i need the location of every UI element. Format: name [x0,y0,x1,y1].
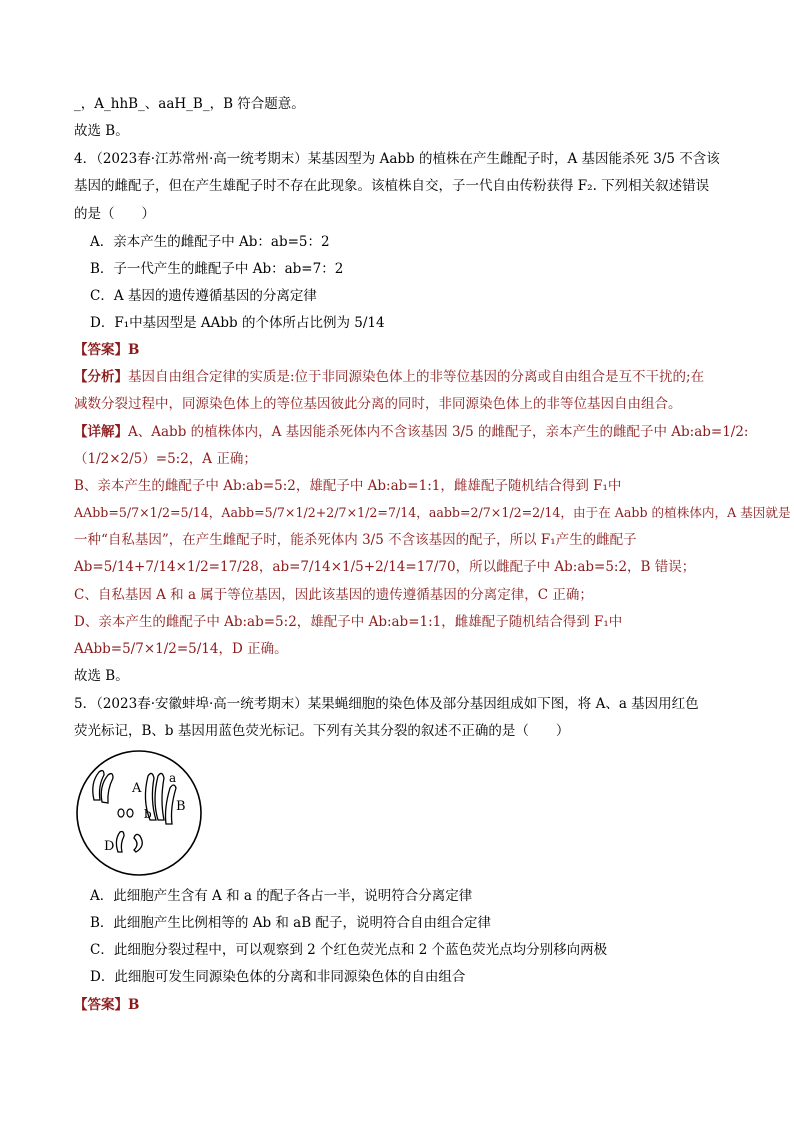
chromosome-dot-2 [127,809,133,817]
q4-option-a: A．亲本产生的雌配子中 Ab：ab=5：2 [90,234,330,250]
q4-detail-line-2: （1/2×2/5）=5:2，A 正确； [74,451,257,467]
gene-label-A: A [132,781,142,796]
chromosome-y [134,834,142,852]
q4-option-b: B．子一代产生的雌配子中 Ab：ab=7：2 [90,261,344,277]
q4-stem-line-3: 的是（ ） [74,206,155,222]
q4-stem-line-2: 基因的雌配子，但在产生雄配子时不存在此现象。该植株自交，子一代自由传粉获得 F₂. 下列相关叙述错误 [74,178,710,194]
q4-detail-line-5: 一种“自私基因”，在产生雌配子时，能杀死体内 3/5 不含该基因的配子，所以 F₁产生的雌配子 [74,532,637,548]
prev-answer-line: _，A_hhB_、aaH_B_，B 符合题意。 [74,96,305,112]
q4-detail-line-1 [74,423,748,441]
q5-stem-line-1: 5．（2023春·安徽蚌埠·高一统考期末）某果蝇细胞的染色体及部分基因组成如下图，将 A、a 基因用红色 [74,696,699,712]
q4-detail-line-4: AAbb=5/7×1/2=5/14，Aabb=5/7×1/2+2/7×1/2=7/14，aabb=2/7×1/2=2/14，由于在 Aabb 的植株体内，A 基因就是 [74,505,791,520]
q4-stem-line-1: 4．（2023春·江苏常州·高一统考期末）某基因型为 Aabb 的植株在产生雌配子时，A 基因能杀死 3/5 不含该 [74,151,720,167]
q4-answer: 【答案】B [74,342,140,358]
chromosome-right-3 [166,785,177,824]
q4-option-d: D．F₁中基因型是 AAbb 的个体所占比例为 5/14 [90,315,385,331]
gene-label-a: a [169,771,177,785]
q5-option-c: C．此细胞分裂过程中，可以观察到 2 个红色荧光点和 2 个蓝色荧光点均分别移向两极 [90,942,608,958]
q4-analysis-line-1 [74,368,704,386]
q5-option-d: D．此细胞可发生同源染色体的分离和非同源染色体的自由组合 [90,969,466,985]
detail-label: 【详解】 [74,424,128,440]
prev-conclusion: 故选 B。 [74,123,129,139]
q4-detail-line-6: Ab=5/14+7/14×1/2=17/28，ab=7/14×1/5+2/14=17/70，所以雌配子中 Ab:ab=5:2，B 错误； [74,559,696,575]
q5-option-a: A．此细胞产生含有 A 和 a 的配子各占一半，说明符合分离定律 [90,888,473,904]
chromosome-dot-1 [118,809,124,817]
chromosome-right-2 [155,773,164,820]
analysis-text: 基因自由组合定律的实质是:位于非同源染色体上的非等位基因的分离或自由组合是互不干扰的;在 [128,369,705,385]
q4-analysis-line-2: 减数分裂过程中，同源染色体上的等位基因彼此分离的同时，非同源染色体上的非等位基因自由组合。 [74,396,682,412]
chromosome-x [116,832,124,853]
detail-text: A、Aabb 的植株体内，A 基因能杀死体内不含该基因 3/5 的雌配子，亲本产生的雌配子中 Ab:ab=1/2: [128,424,749,440]
q4-detail-line-8: D、亲本产生的雌配子中 Ab:ab=5:2，雄配子中 Ab:ab=1:1，雌雄配子随机结合得到 F₁中 [74,614,623,630]
q4-option-c: C．A 基因的遗传遵循基因的分离定律 [90,288,317,304]
gene-label-B: B [176,799,186,814]
gene-label-b: b [144,807,152,821]
q4-detail-line-3: B、亲本产生的雌配子中 Ab:ab=5:2，雄配子中 Ab:ab=1:1，雌雄配子随机结合得到 F₁中 [74,478,622,494]
q4-detail-line-9: AAbb=5/7×1/2=5/14，D 正确。 [74,641,288,657]
q5-option-b: B．此细胞产生比例相等的 Ab 和 aB 配子，说明符合自由组合定律 [90,915,491,931]
q5-answer: 【答案】B [74,997,140,1013]
analysis-label: 【分析】 [74,369,128,385]
q4-conclusion: 故选 B。 [74,668,129,684]
gene-label-D: D [104,839,115,854]
q5-stem-line-2: 荧光标记，B、b 基因用蓝色荧光标记。下列有关其分裂的叙述不正确的是（ ） [74,723,570,739]
cell-diagram [74,748,204,882]
q4-detail-line-7: C、自私基因 A 和 a 属于等位基因，因此该基因的遗传遵循基因的分离定律，C 正确； [74,587,593,603]
